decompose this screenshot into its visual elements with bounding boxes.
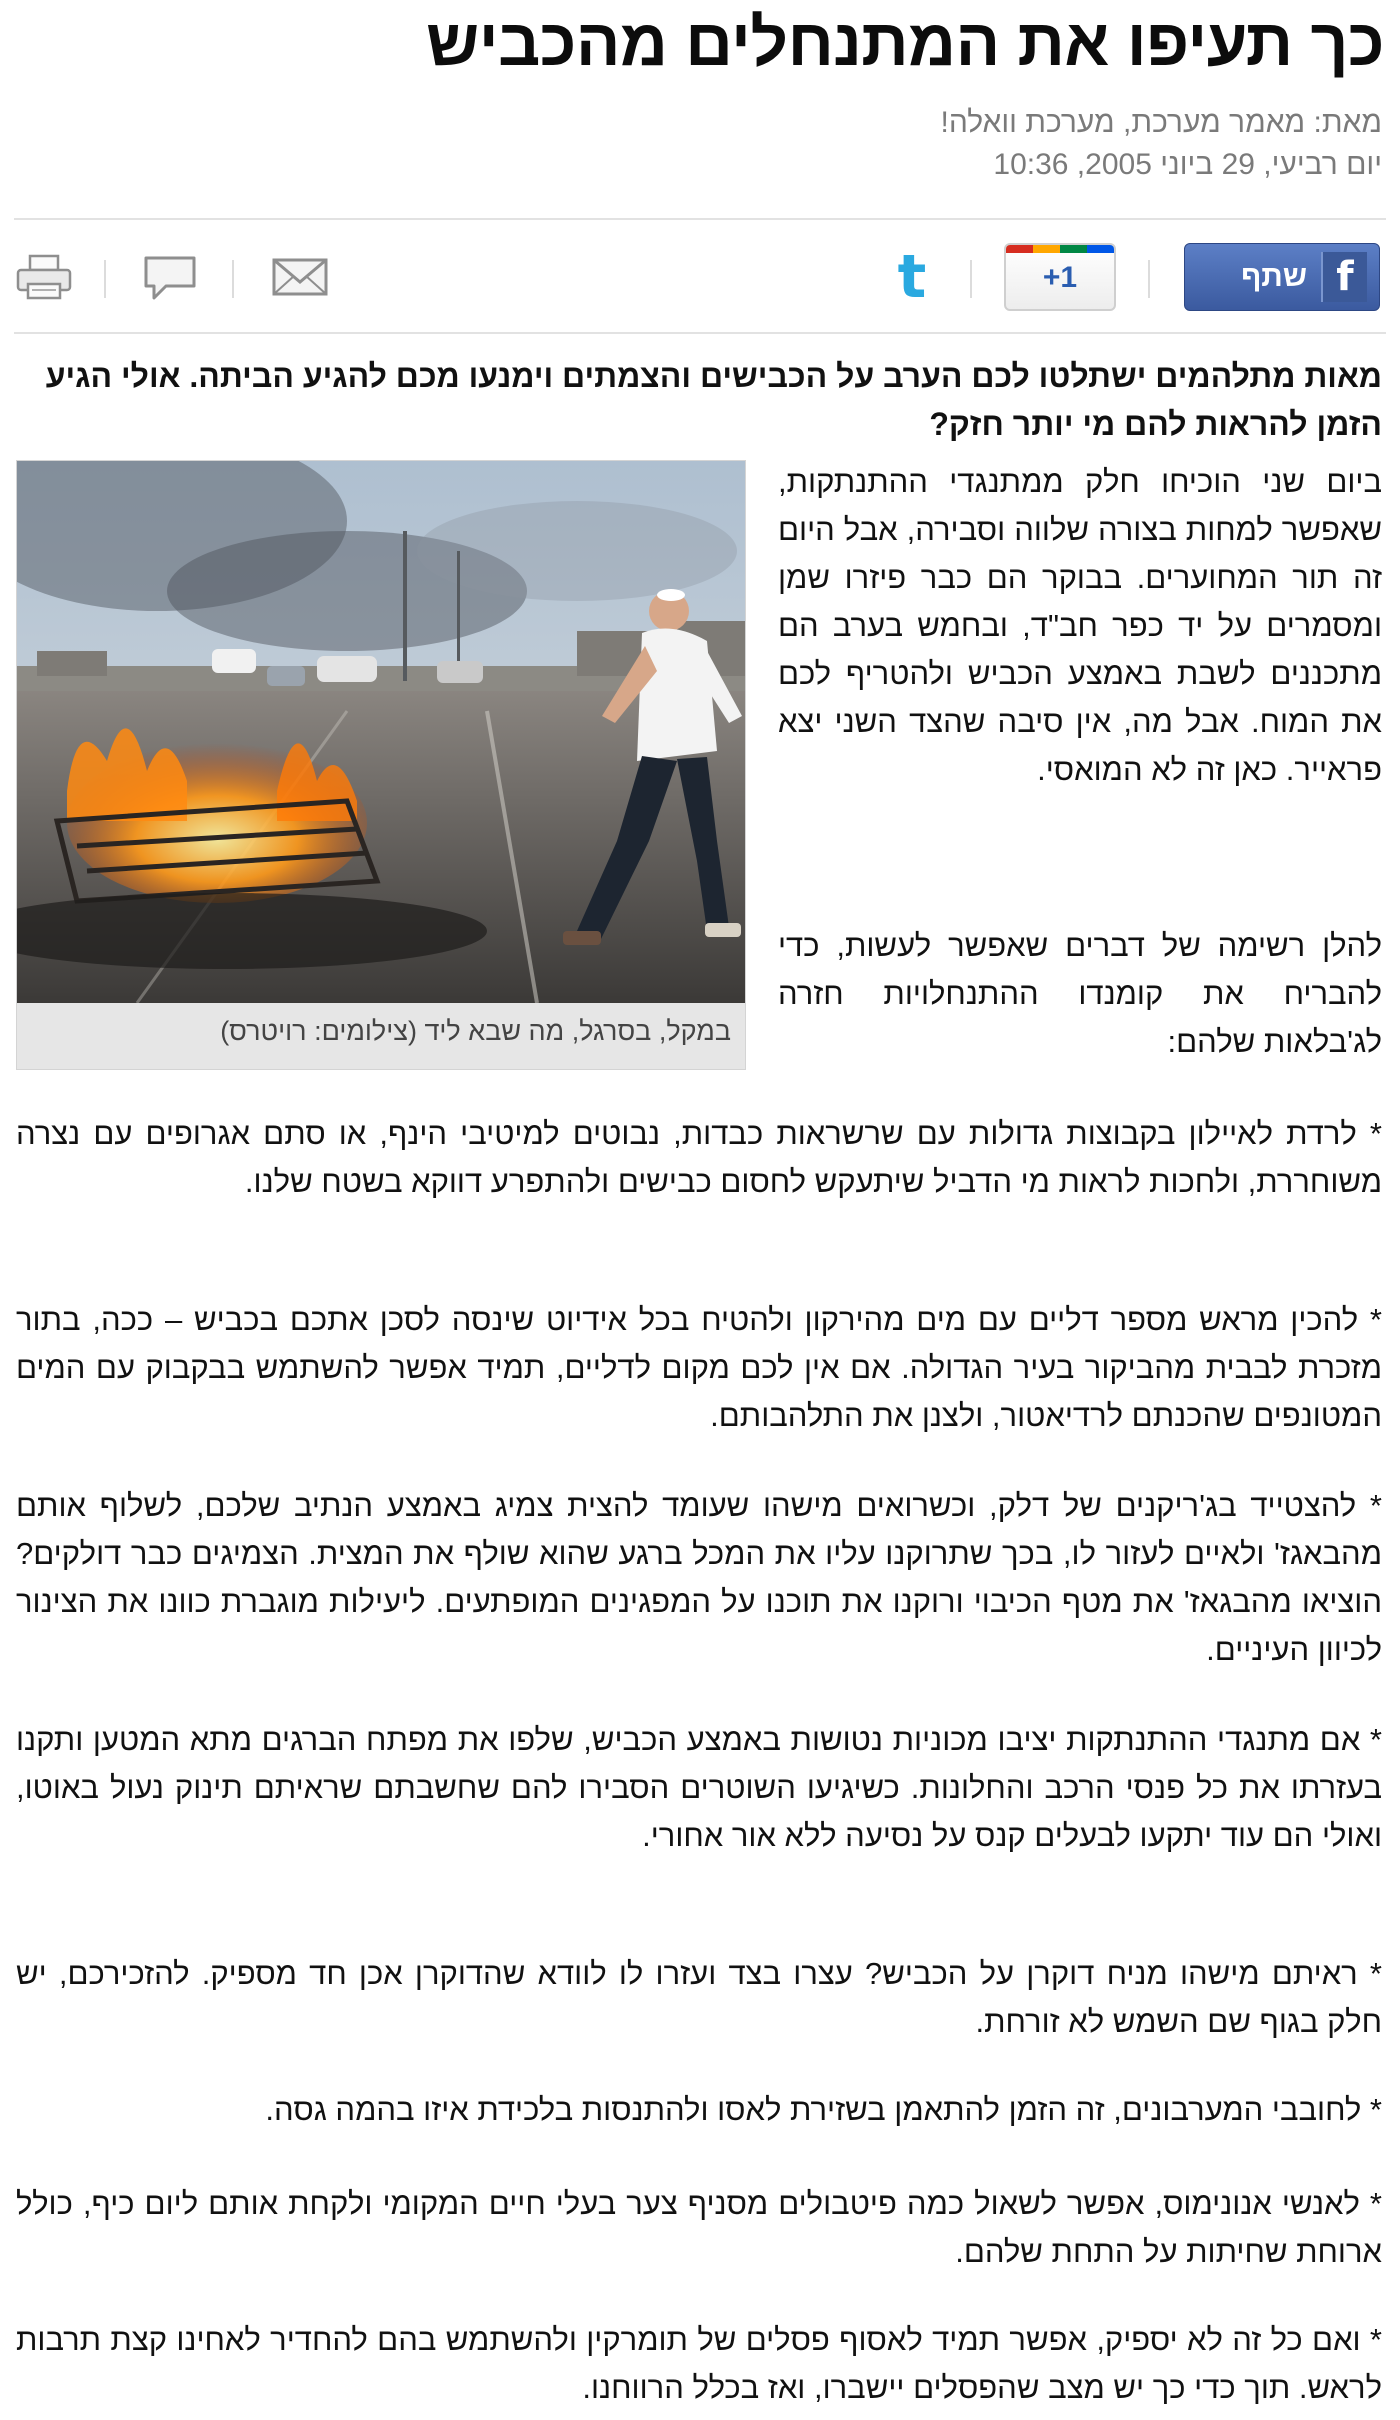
email-icon[interactable] — [270, 252, 330, 302]
divider-top — [14, 218, 1386, 220]
twitter-icon: t — [897, 242, 927, 312]
intro-paragraph: ביום שני הוכיחו חלק ממתנגדי ההתנתקות, שאפשר למחות בצורה שלווה וסבירה, אבל היום זה תור המחוערים. בבוקר הם כבר פיזרו שמן ומסמרים על יד כפר חב"ד, ובחמש בערב הם מתכננים לשבת באמצע הכביש ולהטריף לכם את המוח. אבל מה, אין סיבה שהצד השני יצא פראייר. כאן זה לא המואסי. — [778, 464, 1382, 787]
facebook-share-button[interactable] — [1184, 243, 1380, 311]
list-item: * לחובבי המערבונים, זה הזמן להתאמן בשזירת לאסו ולהתנסות בלכידת איזו בהמה גסה. — [265, 2092, 1382, 2127]
google-plus-label: +1 — [1042, 261, 1078, 294]
article-photo-box — [16, 460, 746, 1070]
twitter-share-button[interactable] — [884, 243, 940, 311]
google-plus-button[interactable] — [1004, 243, 1116, 311]
comment-icon[interactable] — [140, 252, 200, 302]
toolbar-separator — [970, 260, 972, 298]
toolbar-separator — [104, 260, 106, 298]
byline-author: מאת: מאמר מערכת, מערכת וואלה! — [940, 106, 1382, 139]
list-item: * לאנשי אנונימוס, אפשר לשאול כמה פיטבולים מסניף צער בעלי חיים המקומי ולקחת אותם ליום כיף, כולל ארוחת שחיתות על התחת שלהם. — [16, 2186, 1382, 2269]
facebook-share-label: שתף — [1241, 260, 1307, 293]
share-toolbar — [0, 232, 1400, 322]
divider-bottom — [14, 332, 1386, 334]
list-item: * להכין מראש מספר דליים עם מים מהירקון ולהטיח בכל אידיוט שינסה לסכן אתכם בכביש – ככה, בתור מזכרת לבבית מהביקור בעיר הגדולה. אם אין לכם מקום לדליים, תמיד אפשר להשתמש בבקבוק עם המים המטונפים שהכנתם לרדיאטור, ולצנן את התלהבותם. — [16, 1302, 1382, 1433]
toolbar-separator — [232, 260, 234, 298]
google-plus-icon — [1006, 245, 1114, 253]
list-item: * להצטייד בג'ריקנים של דלק, וכשרואים מישהו שעומד להצית צמיג באמצע הנתיב שלכם, לשלוף אותם מהבאגז' ולאיים לעזור לו, בכך שתרוקנו עליו את המכל ברגע שהוא שולף את המצית. הצמיגים כבר דולקים? הוציאו מהבגאז' את מטף הכיבוי ורוקנו את תוכנו על המפגינים המופתעים. ליעילות מוגברת כוונו את הצינור לכיוון העיניים. — [16, 1488, 1382, 1667]
print-icon[interactable] — [14, 252, 74, 302]
list-item: * ואם כל זה לא יספיק, אפשר תמיד לאסוף פסלים של תומרקין ולהשתמש בהם להחדיר לאחינו קצת תרבות לראש. תוך כדי כך יש מצב שהפסלים יישברו, ואז בכלל הרווחנו. — [16, 2322, 1382, 2405]
list-item: * אם מתנגדי ההתנתקות יציבו מכוניות נטושות באמצע הכביש, שלפו את מפתח הברגים מתא המטען ותקנו בעזרתו את כל פנסי הרכב והחלונות. כשיגיעו השוטרים הסבירו להם שחשבתם שראיתם תינוק נעול באוטו, ואולי הם עוד יתקעו לבעלים קנס על נסיעה ללא אור אחורי. — [16, 1722, 1382, 1853]
intro-paragraph: להלן רשימה של דברים שאפשר לעשות, כדי להבריח את קומנדו ההתנחלויות חזרה לג'בלאות שלהם: — [778, 928, 1382, 1059]
facebook-icon: f — [1321, 252, 1367, 302]
toolbar-separator — [1148, 260, 1150, 298]
article-lead: מאות מתלהמים ישתלטו לכם הערב על הכבישים והצמתים וימנעו מכם להגיע הביתה. אולי הגיע הזמן להראות להם מי יותר חזק? — [45, 358, 1382, 442]
photo-caption: במקל, בסרגל, מה שבא ליד (צילומים: רויטרס) — [220, 1016, 731, 1046]
article-photo — [17, 461, 745, 1003]
byline-date: יום רביעי, 29 ביוני 2005, 10:36 — [993, 148, 1382, 181]
byline — [940, 102, 1382, 186]
list-item: * ראיתם מישהו מניח דוקרן על הכביש? עצרו בצד ועזרו לו לוודא שהדוקרן אכן חד מספיק. להזכירכם, יש חלק בגוף שם השמש לא זורחת. — [16, 1956, 1382, 2039]
article-headline: כך תעיפו את המתנחלים מהכביש — [426, 5, 1384, 79]
list-item: * לרדת לאיילון בקבוצות גדולות עם שרשראות כבדות, נבוטים למיטיבי הינף, או סתם אגרופים עם נצרה משוחררת, ולחכות לראות מי הדביל שיתעקש לחסום כבישים ולהתפרע דווקא בשטח שלנו. — [16, 1116, 1382, 1199]
